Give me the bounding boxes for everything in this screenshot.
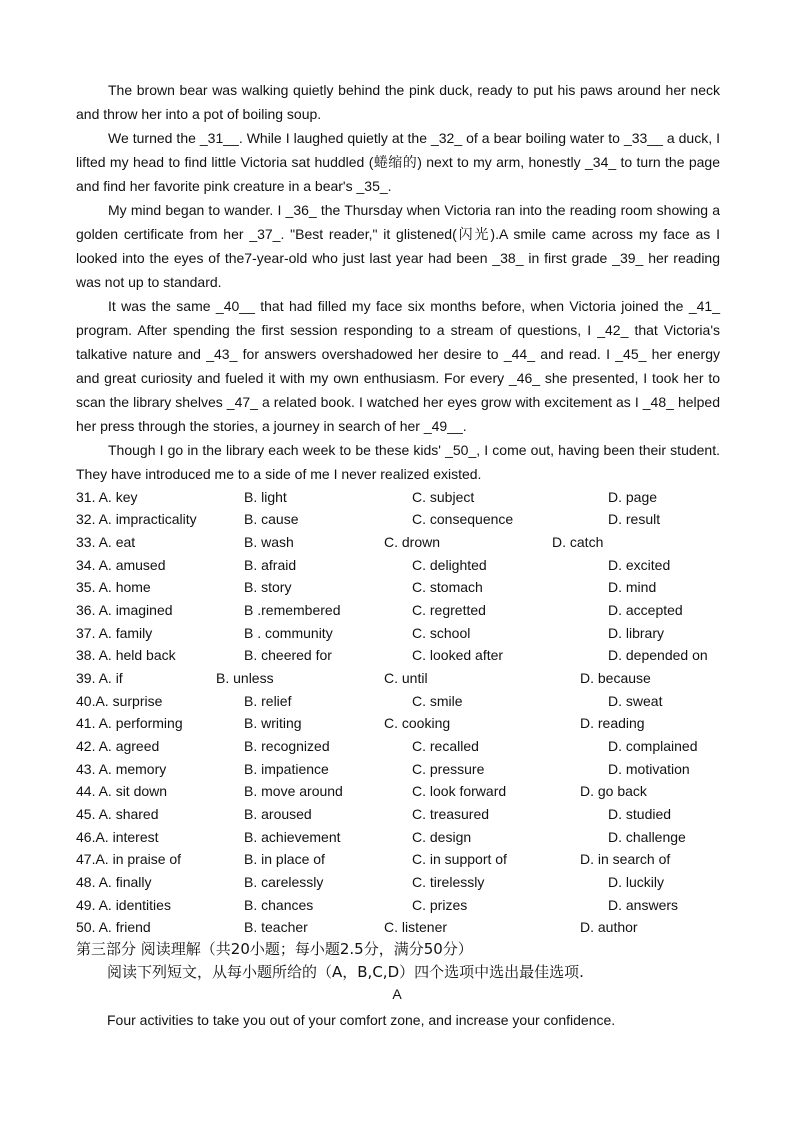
passage-paragraph-4: It was the same _40__ that had filled my face six months before, when Victoria joined the _41_ program. After spending the first session responding to a stream of questions, I _42_ that Victoria's talkative nature and _43_ for answers overshadowed her desire to _44_ and read. I _45_ her energy and great curiosity and fueled it with my own enthusiasm. For every _46_ she presented, I took her to scan the library shelves _47_ a related book. I watched her eyes grow with excitement as I _48_ helped her press through the stories, a journey in search of her _49__. [76,298,720,434]
option-d: D. in search of [580,851,671,867]
option-d: D. challenge [608,829,686,845]
option-c: C. smile [412,693,463,709]
option-a: 38. A. held back [76,647,176,663]
question-row-33 [76,531,736,553]
option-c: C. in support of [412,851,507,867]
passage-paragraph-2: We turned the _31__. While I laughed quietly at the _32_ of a bear boiling water to _33__ a duck, I lifted my head to find little Victoria sat huddled (蜷缩的) next to my arm, honestly _34_ to turn the page and find her favorite pink creature in a bear's _35_. [76,130,720,194]
option-b: B. chances [244,897,314,913]
option-a: 49. A. identities [76,897,171,913]
option-c: C. looked after [412,647,504,663]
question-row-31 [76,486,736,508]
option-c: C. pressure [412,761,485,777]
part-label: A [392,986,402,1002]
passage-title [107,1009,727,1031]
question-row-42 [76,735,736,757]
option-d: D. library [608,625,665,641]
question-row-35 [76,576,736,598]
option-b: B . community [244,625,333,641]
question-row-47 [76,848,736,870]
option-c: C. prizes [412,897,468,913]
option-d: D. page [608,489,658,505]
option-b: B. aroused [244,806,312,822]
question-row-46 [76,826,736,848]
option-c: C. delighted [412,557,487,573]
option-c: C. subject [412,489,475,505]
option-a: 35. A. home [76,579,151,595]
passage-paragraph-3: My mind began to wander. I _36_ the Thursday when Victoria ran into the reading room showing a golden certificate from her _37_. "Best reader," it glistened(闪光).A smile came across my face as I looked into the eyes of the7-year-old who just last year had been _38_ in first grade _39_ her reading was not up to standard. [76,202,720,290]
option-b: B. carelessly [244,874,324,890]
option-d: D. go back [580,783,647,799]
option-d: D. catch [552,534,604,550]
option-a: 40.A. surprise [76,693,163,709]
question-row-37 [76,622,736,644]
option-a: 50. A. friend [76,919,151,935]
option-b: B. afraid [244,557,297,573]
question-row-45 [76,803,736,825]
option-a: 37. A. family [76,625,153,641]
option-a: 48. A. finally [76,874,152,890]
question-row-43 [76,758,736,780]
option-a: 41. A. performing [76,715,183,731]
option-a: 42. A. agreed [76,738,160,754]
option-d: D. excited [608,557,671,573]
question-row-38 [76,644,736,666]
option-c: C. design [412,829,472,845]
option-b: B. wash [244,534,294,550]
option-c: C. recalled [412,738,479,754]
option-b: B. cause [244,511,299,527]
passage-paragraph-1: The brown bear was walking quietly behind the pink duck, ready to put his paws around her neck and throw her into a pot of boiling soup. [76,82,720,122]
option-b: B. light [244,489,287,505]
option-d: D. result [608,511,661,527]
option-d: D. answers [608,897,679,913]
option-c: C. until [384,670,428,686]
option-c: C. consequence [412,511,514,527]
option-a: 36. A. imagined [76,602,173,618]
question-row-32 [76,508,736,530]
option-a: 32. A. impracticality [76,511,197,527]
option-d: D. reading [580,715,645,731]
option-c: C. stomach [412,579,483,595]
option-d: D. complained [608,738,698,754]
option-d: D. motivation [608,761,690,777]
section-instruction: 阅读下列短文，从每小题所给的（A，B,C,D）四个选项中选出最佳选项. [107,963,584,981]
option-d: D. mind [608,579,657,595]
option-a: 44. A. sit down [76,783,168,799]
question-row-41 [76,712,736,734]
option-b: B. cheered for [244,647,332,663]
option-a: 33. A. eat [76,534,136,550]
question-row-44 [76,780,736,802]
option-d: D. depended on [608,647,708,663]
option-b: B. impatience [244,761,329,777]
option-c: C. look forward [412,783,507,799]
option-d: D. sweat [608,693,663,709]
question-row-49 [76,894,736,916]
option-d: D. author [580,919,638,935]
option-c: C. treasured [412,806,490,822]
question-row-40 [76,690,736,712]
option-d: D. luckily [608,874,665,890]
passage-paragraph-5: Though I go in the library each week to be these kids' _50_, I come out, having been their student. They have introduced me to a side of me I never realized existed. [76,442,720,482]
option-a: 43. A. memory [76,761,167,777]
question-row-48 [76,871,736,893]
passage-title-text: Four activities to take you out of your comfort zone, and increase your confidence. [107,1012,616,1028]
option-a: 34. A. amused [76,557,166,573]
question-row-36 [76,599,736,621]
option-b: B. writing [244,715,302,731]
option-b: B. teacher [244,919,308,935]
option-b: B. in place of [244,851,325,867]
option-c: C. school [412,625,471,641]
option-a: 47.A. in praise of [76,851,182,867]
option-c: C. listener [384,919,448,935]
option-c: C. regretted [412,602,486,618]
section-heading: 第三部分 阅读理解（共20小题；每小题2.5分，满分50分） [76,940,473,958]
option-b: B. relief [244,693,292,709]
option-b: B. achievement [244,829,341,845]
option-b: B. recognized [244,738,330,754]
option-a: 39. A. if [76,670,123,686]
option-b: B .remembered [244,602,341,618]
option-a: 31. A. key [76,489,138,505]
option-d: D. because [580,670,651,686]
question-row-50 [76,916,736,938]
option-b: B. story [244,579,292,595]
option-a: 46.A. interest [76,829,159,845]
question-row-39 [76,667,736,689]
option-a: 45. A. shared [76,806,159,822]
option-b: B. move around [244,783,343,799]
option-c: C. cooking [384,715,451,731]
option-b: B. unless [216,670,274,686]
option-d: D. studied [608,806,672,822]
question-row-34 [76,554,736,576]
option-d: D. accepted [608,602,683,618]
option-c: C. drown [384,534,441,550]
option-c: C. tirelessly [412,874,485,890]
